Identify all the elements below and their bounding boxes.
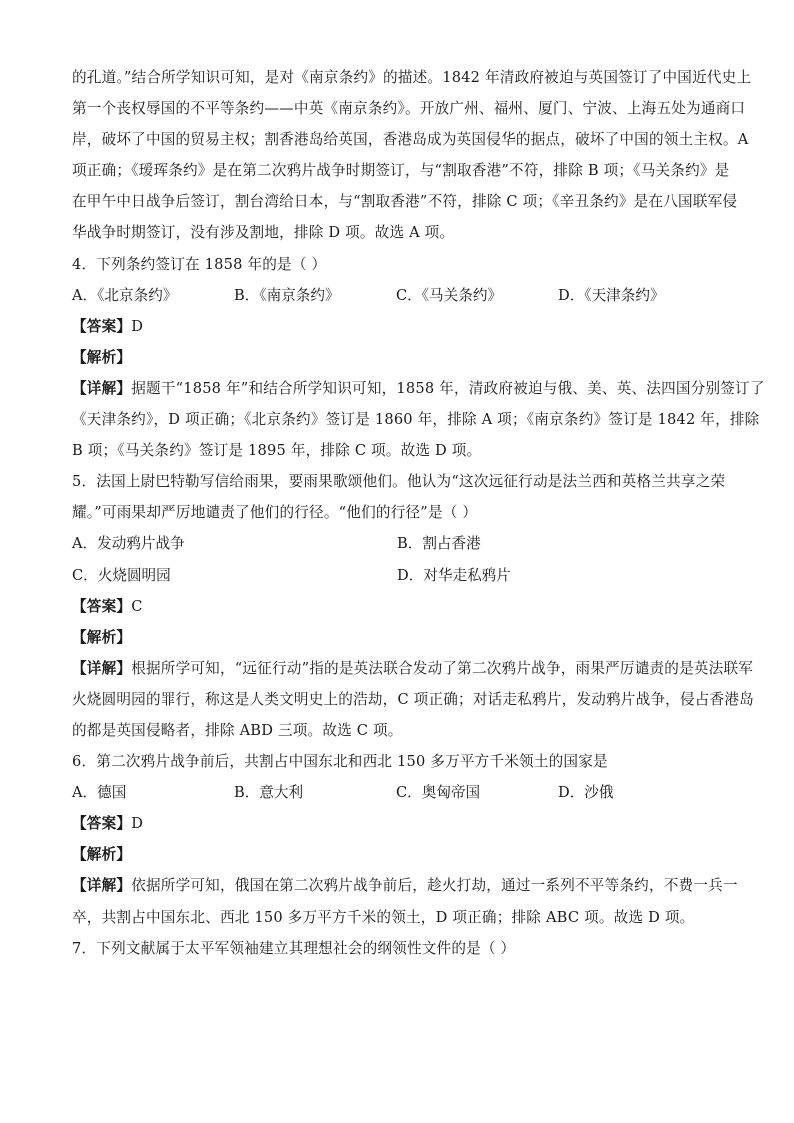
detail-line: 《天津条约》，D 项正确；《北京条约》签订是 1860 年，排除 A 项；《南京条约》签订是 1842 年，排除 [72,411,760,429]
detail-label: 【详解】 [72,379,132,397]
question-options [72,560,722,591]
answer-value: C [131,597,143,615]
option-d: D．沙俄 [558,784,614,802]
question-stem: 4．下列条约签订在 1858 年的是（ ） [72,255,327,273]
question-stem: 7．下列文献属于太平军领袖建立其理想社会的纲领性文件的是（ ） [72,939,516,957]
answer-line [72,591,722,622]
option-c: C．火烧圆明园 [72,566,171,584]
answer-value: D [131,815,144,833]
detail-line: 火烧圆明园的罪行，称这是人类文明史上的浩劫，C 项正确；对话走私鸦片，发动鸦片战争，侵占香港岛 [72,690,754,708]
answer-line [72,808,722,839]
option-c: C．《马关条约》 [396,286,503,304]
question-stem: 耀。”可雨果却严厉地谴责了他们的行径。“他们的行径”是（ ） [72,504,478,522]
analysis-label: 【解析】 [72,628,132,646]
intro-line: 项正确；《瑷珲条约》是在第二次鸦片战争时期签订，与“割取香港”不符，排除 B 项；《马关条约》是 [72,162,730,180]
answer-label: 【答案】 [72,815,132,833]
question-stem: 6．第二次鸦片战争前后，共割占中国东北和西北 150 多万平方千米领土的国家是 [72,753,608,771]
intro-line: 岸，破坏了中国的贸易主权；割香港岛给英国，香港岛成为英国侵华的据点，破坏了中国的领土主权。A [72,131,749,149]
intro-explanation [72,62,752,249]
intro-line: 第一个丧权辱国的不平等条约——中英《南京条约》。开放广州、福州、厦门、宁波、上海五处为通商口 [72,100,746,118]
question-stem: 5．法国上尉巴特勒写信给雨果，要雨果歌颂他们。他认为“这次远征行动是法兰西和英格兰共享之荣 [72,473,726,491]
intro-line: 在甲午中日战争后签订，割台湾给日本，与“割取香港”不符，排除 C 项；《辛丑条约》是在八国联军侵 [72,193,738,211]
detail-line [72,870,738,901]
answer-value: D [131,317,144,335]
intro-line: 华战争时期签订，没有涉及割地，排除 D 项。故选 A 项。 [72,224,455,242]
option-b: B．意大利 [234,784,304,802]
detail-label: 【详解】 [72,877,132,895]
question-options [72,528,722,559]
question-6 [72,746,738,933]
option-b: B．《南京条约》 [234,286,340,304]
detail-text: 据题干“1858 年”和结合所学知识可知，1858 年，清政府被迫与俄、美、英、法四国分别签订了 [131,379,765,397]
analysis-label: 【解析】 [72,846,132,864]
intro-line: 的孔道。”结合所学知识可知，是对《南京条约》的描述。1842 年清政府被迫与英国签订了中国近代史上 [72,69,752,86]
question-5 [72,466,754,746]
detail-text: 根据所学可知，“远征行动”指的是英法联合发动了第二次鸦片战争，雨果严厉谴责的是英法联军 [131,659,754,677]
option-b: B．割占香港 [397,535,481,553]
detail-line [72,373,765,404]
detail-label: 【详解】 [72,659,132,677]
detail-line: 的都是英国侵略者，排除 ABD 三项。故选 C 项。 [72,721,403,739]
answer-label: 【答案】 [72,597,132,615]
option-a: A．德国 [72,784,127,802]
answer-label: 【答案】 [72,317,132,335]
option-d: D．《天津条约》 [558,286,665,304]
question-4 [72,249,765,467]
option-d: D．对华走私鸦片 [397,566,511,584]
detail-line: 卒，共割占中国东北、西北 150 多万平方千米的领土，D 项正确；排除 ABC 项。故选 D 项。 [72,908,695,926]
question-options [72,777,722,808]
detail-line [72,653,754,684]
detail-line: B 项；《马关条约》签订是 1895 年，排除 C 项。故选 D 项。 [72,442,482,460]
detail-text: 依据所学可知，俄国在第二次鸦片战争前后，趁火打劫，通过一系列不平等条约，不费一兵一 [131,877,738,895]
option-a: A．《北京条约》 [72,286,178,304]
question-7 [72,933,722,964]
answer-line [72,311,722,342]
question-options [72,280,722,311]
option-a: A．发动鸦片战争 [72,535,185,553]
option-c: C．奥匈帝国 [396,784,481,802]
analysis-label: 【解析】 [72,348,132,366]
